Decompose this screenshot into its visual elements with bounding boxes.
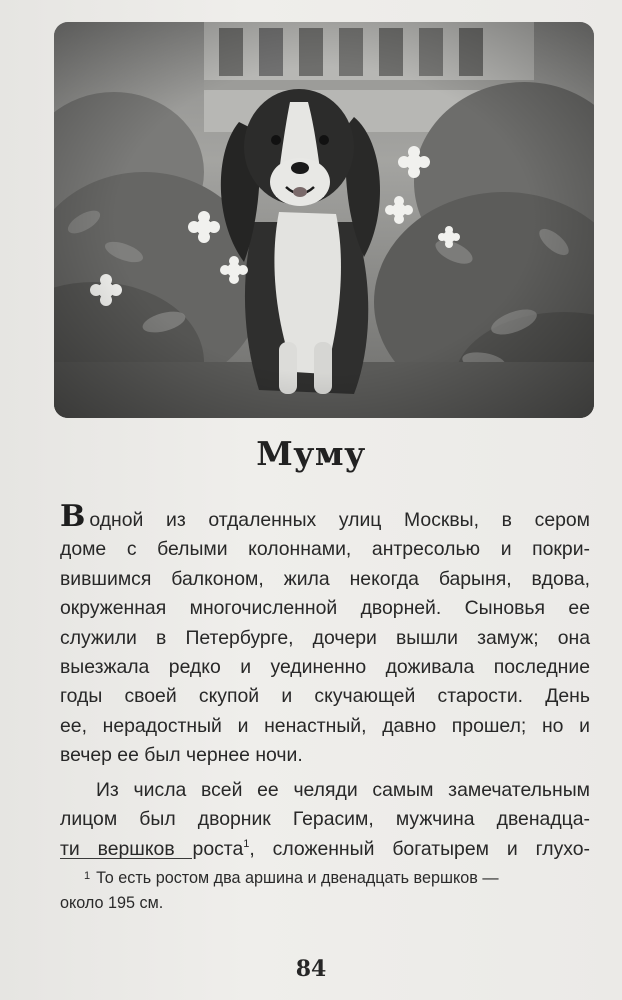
text-line	[60, 835, 590, 864]
footnote	[60, 864, 590, 916]
text-line: выезжала редко и уединенно доживала последние	[60, 655, 590, 678]
text-line: вечер ее был чернее ночи.	[60, 744, 303, 767]
footnote-text: То есть ростом два аршина и двенадцать вершков —	[96, 869, 499, 887]
chapter-title: Муму	[256, 434, 366, 473]
text-line: годы своей скупой и скучающей старости. День	[60, 685, 590, 708]
text-line: окруженная многочисленной дворней. Сыновья ее	[60, 597, 590, 620]
footnote-line-1	[60, 864, 590, 891]
text-line	[60, 499, 590, 535]
text-line: вившимся балконом, жила некогда барыня, вдова,	[60, 567, 590, 590]
footnote-line-2: около 195 см.	[60, 894, 164, 912]
footnote-reference[interactable]: 1	[243, 837, 250, 850]
text-line-content: , сложенный богатырем и глухо-	[249, 837, 590, 860]
drop-cap: В	[60, 499, 86, 534]
footnote-mark: 1	[84, 870, 91, 882]
paragraph-1	[60, 499, 590, 771]
text-line-content: ти вершков роста	[60, 837, 244, 860]
text-line: ее, нерадостный и ненастный, давно прошел; но и	[60, 714, 590, 737]
footnote-divider	[60, 858, 192, 859]
dog-illustration-image	[54, 22, 594, 418]
text-line-content: одной из отдаленных улиц Москвы, в сером	[89, 509, 590, 531]
text-line: служили в Петербурге, дочери вышли замуж; она	[60, 626, 590, 649]
page-number: 84	[295, 956, 327, 982]
text-line: лицом был дворник Герасим, мужчина двенадца-	[60, 808, 590, 831]
paragraph-2	[60, 776, 590, 864]
text-line: Из числа всей ее челяди самым замечательным	[96, 779, 590, 801]
text-line: доме с белыми колоннами, антресолью и покри-	[60, 538, 590, 561]
chapter-illustration	[54, 22, 594, 418]
